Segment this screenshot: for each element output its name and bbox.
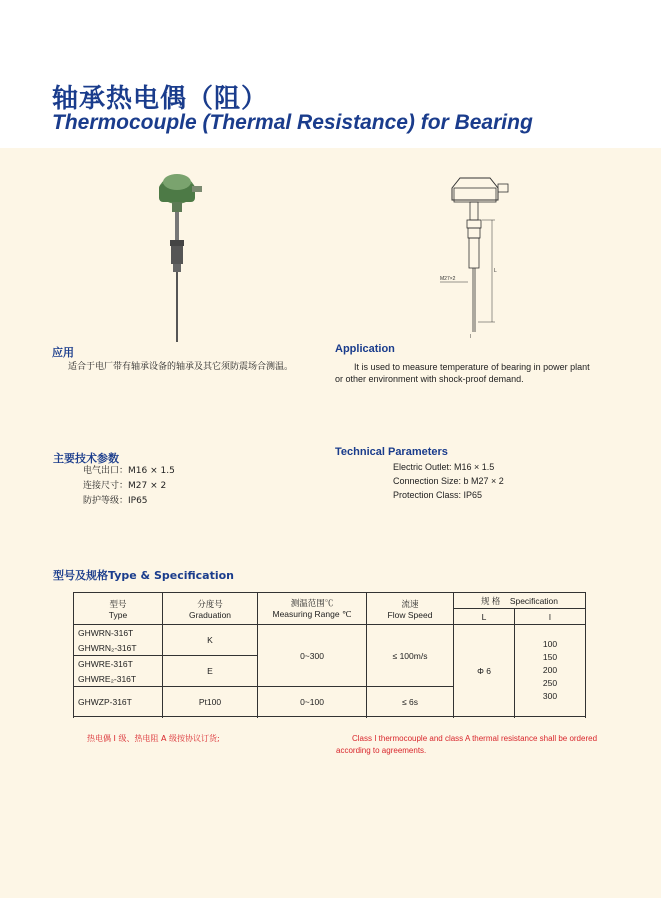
tech-item-en-3: Protection Class: IP65 xyxy=(393,490,483,500)
header-L: L xyxy=(454,609,515,625)
flow-cell: ≤ 6s xyxy=(367,687,454,717)
header-l: l xyxy=(515,609,586,625)
length-label: L xyxy=(494,268,497,274)
header-range: 测温范围℃ Measuring Range ℃ xyxy=(258,593,367,625)
graduation-cell: Pt100 xyxy=(163,687,258,717)
application-text-en-1: It is used to measure temperature of bearing in power plant xyxy=(354,362,590,372)
note-cn: 热电偶 I 级、热电阻 A 级按协议订货; xyxy=(87,734,220,743)
header-specification: 规 格 Specification xyxy=(454,593,586,609)
note-en-1: Class I thermocouple and class A thermal resistance shall be ordered xyxy=(352,734,598,743)
product-photo xyxy=(150,168,210,346)
l-value: 250 xyxy=(542,678,558,688)
type-cell: GHWRE-316T xyxy=(74,656,163,672)
tech-item-en-1: Electric Outlet: M16 × 1.5 xyxy=(393,462,495,472)
application-text-en-2: or other environment with shock-proof demand. xyxy=(335,374,524,384)
l-value: 150 xyxy=(542,652,558,662)
header-flow: 流速 Flow Speed xyxy=(367,593,454,625)
tech-item-cn-3: 防护等级：IP65 xyxy=(83,496,148,506)
application-heading-cn: 应用 xyxy=(52,346,74,359)
tech-item-cn-2: 连接尺寸：M27 × 2 xyxy=(83,481,167,491)
l-value: 300 xyxy=(542,691,558,701)
dimension-drawing xyxy=(420,160,520,342)
flow-cell: ≤ 100m/s xyxy=(367,625,454,687)
application-heading-en: Application xyxy=(335,343,395,355)
insert-label: l xyxy=(470,334,472,340)
tech-heading-cn: 主要技术参数 xyxy=(53,452,119,465)
type-cell: GHWRN-316T xyxy=(74,625,163,641)
graduation-cell: K xyxy=(163,625,258,656)
l-values-cell xyxy=(515,625,586,717)
tech-item-cn-1: 电气出口：M16 × 1.5 xyxy=(83,466,175,476)
header-type: 型号 Type xyxy=(74,593,163,625)
note-en-2: according to agreements. xyxy=(336,746,427,755)
spec-heading: 型号及规格Type & Specification xyxy=(53,569,235,582)
type-cell: GHWZP-316T xyxy=(74,687,163,717)
range-cell: 0~300 xyxy=(258,625,367,687)
header-graduation: 分度号 Graduation xyxy=(163,593,258,625)
l-value: 200 xyxy=(542,665,558,675)
thread-label: M27×2 xyxy=(440,276,456,282)
page-title-en: Thermocouple (Thermal Resistance) for Bearing xyxy=(52,111,533,134)
type-cell: GHWRN₂-316T xyxy=(74,640,163,656)
l-value: 100 xyxy=(542,639,558,649)
page-title-cn: 轴承热电偶（阻） xyxy=(52,84,269,114)
application-text-cn: 适合于电厂带有轴承设备的轴承及其它须防震场合测温。 xyxy=(68,362,294,372)
L-cell: Φ 6 xyxy=(454,625,515,717)
spec-table xyxy=(73,592,586,717)
background-band xyxy=(0,148,661,898)
tech-heading-en: Technical Parameters xyxy=(335,446,448,458)
type-cell: GHWRE₂-316T xyxy=(74,671,163,687)
tech-item-en-2: Connection Size: b M27 × 2 xyxy=(393,476,504,486)
graduation-cell: E xyxy=(163,656,258,687)
range-cell: 0~100 xyxy=(258,687,367,717)
